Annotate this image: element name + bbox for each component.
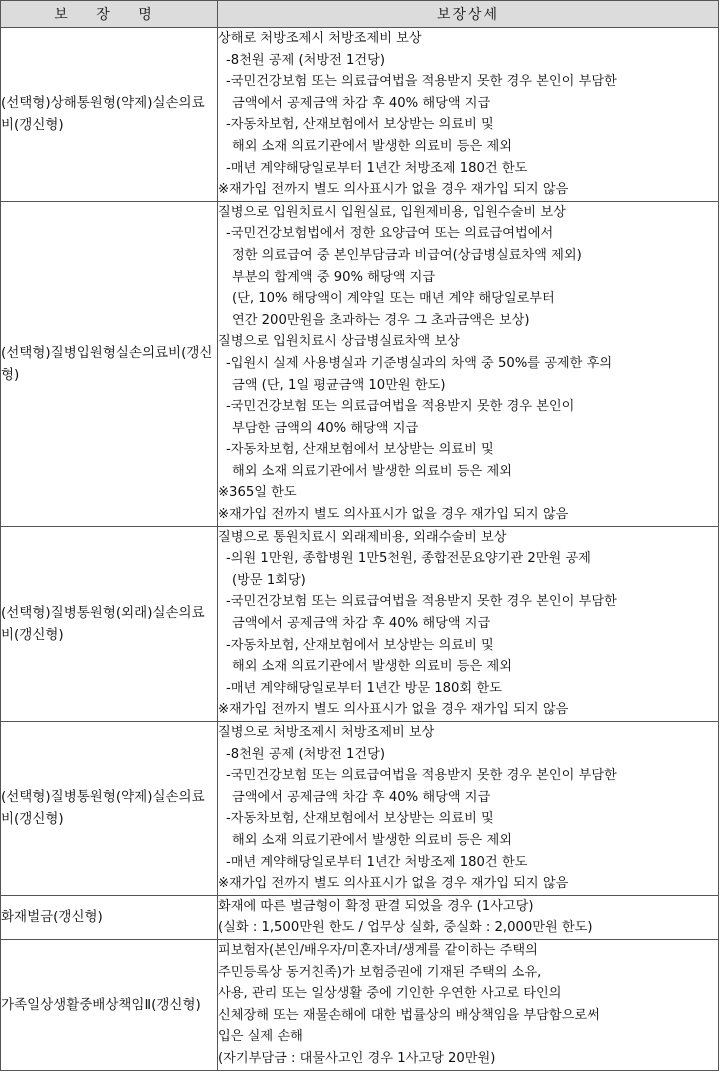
detail-line: 해외 소재 의료기관에서 발생한 의료비 등은 제외 <box>232 659 512 675</box>
detail-line: ※재가입 전까지 별도 의사표시가 없을 경우 재가입 되지 않음 <box>218 507 569 523</box>
table-body <box>1 28 719 1071</box>
table-row <box>1 939 719 1070</box>
detail-line: -국민건강보험 또는 의료급여법을 적용받지 못한 경우 본인이 부담한 <box>226 594 617 610</box>
detail-line: (방문 1회당) <box>232 572 306 588</box>
detail-line: 부담한 금액의 40% 해당액 지급 <box>232 420 419 436</box>
coverage-detail-header: 보장상세 <box>218 1 719 28</box>
coverage-detail <box>218 526 719 721</box>
detail-line: 질병으로 처방조제시 처방조제비 보상 <box>218 725 435 740</box>
detail-line: -자동차보험, 산재보험에서 보상받는 의료비 및 <box>226 117 494 133</box>
detail-line: ※365일 한도 <box>218 485 297 501</box>
detail-line: 정한 의료급여 중 본인부담금과 비급여(상급병실료차액 제외) <box>232 247 582 263</box>
table-row <box>1 526 719 721</box>
table-row <box>1 895 719 939</box>
table-row <box>1 28 719 202</box>
table-header-row <box>1 1 719 28</box>
detail-line: 질병으로 통원치료시 외래제비용, 외래수술비 보상 <box>218 529 507 545</box>
detail-line: 사용, 관리 또는 일상생활 중에 기인한 우연한 사고로 타인의 <box>218 986 562 1002</box>
coverage-name-header: 보 장 명 <box>1 1 218 28</box>
detail-line: -국민건강보험법에서 정한 요양급여 또는 의료급여법에서 <box>226 226 554 242</box>
table-row <box>1 201 719 526</box>
coverage-detail <box>218 939 719 1070</box>
detail-line: 입은 실제 손해 <box>218 1029 303 1045</box>
detail-line: -8천원 공제 (처방전 1건당) <box>226 746 386 762</box>
coverage-name: (선택형)질병통원형(외래)실손의료비(갱신형) <box>1 526 218 721</box>
detail-line: 금액 (단, 1일 평균금액 10만원 한도) <box>232 377 446 393</box>
detail-line: -국민건강보험 또는 의료급여법을 적용받지 못한 경우 본인이 부담한 <box>226 74 617 90</box>
detail-line: 질병으로 입원치료시 입원실료, 입원제비용, 입원수술비 보상 <box>218 204 566 220</box>
detail-line: -매년 계약해당일로부터 1년간 방문 180회 한도 <box>226 680 502 696</box>
coverage-detail <box>218 201 719 526</box>
detail-line: (실화 : 1,500만원 한도 / 업무상 실화, 중실화 : 2,000만원 한도) <box>218 920 593 936</box>
detail-line: 신체장해 또는 재물손해에 대한 법률상의 배상책임을 부담함으로써 <box>218 1007 600 1023</box>
coverage-name: 가족일상생활중배상책임Ⅱ(갱신형) <box>1 939 218 1070</box>
detail-line: -자동차보험, 산재보험에서 보상받는 의료비 및 <box>226 637 494 653</box>
coverage-detail <box>218 722 719 896</box>
coverage-name: 화재벌금(갱신형) <box>1 895 218 939</box>
detail-line: -자동차보험, 산재보험에서 보상받는 의료비 및 <box>226 811 494 827</box>
coverage-name: (선택형)질병입원형실손의료비(갱신형) <box>1 201 218 526</box>
detail-line: 화재에 따른 벌금형이 확정 판결 되었을 경우 (1사고당) <box>218 898 534 914</box>
detail-line: 해외 소재 의료기관에서 발생한 의료비 등은 제외 <box>232 832 512 848</box>
coverage-detail <box>218 28 719 202</box>
detail-line: -의원 1만원, 종합병원 1만5천원, 종합전문요양기관 2만원 공제 <box>226 551 591 567</box>
table-row <box>1 722 719 896</box>
detail-line: ※재가입 전까지 별도 의사표시가 없을 경우 재가입 되지 않음 <box>218 182 569 198</box>
detail-line: -매년 계약해당일로부터 1년간 처방조제 180건 한도 <box>226 160 528 176</box>
detail-line: ※재가입 전까지 별도 의사표시가 없을 경우 재가입 되지 않음 <box>218 876 569 892</box>
detail-line: ※재가입 전까지 별도 의사표시가 없을 경우 재가입 되지 않음 <box>218 702 569 718</box>
detail-line: -자동차보험, 산재보험에서 보상받는 의료비 및 <box>226 442 494 458</box>
detail-line: 금액에서 공제금액 차감 후 40% 해당액 지급 <box>232 95 491 111</box>
detail-line: 질병으로 입원치료시 상급병실료차액 보상 <box>218 334 460 350</box>
coverage-name: (선택형)질병통원형(약제)실손의료비(갱신형) <box>1 722 218 896</box>
detail-line: -입원시 실제 사용병실과 기준병실과의 차액 중 50%를 공제한 후의 <box>226 355 613 371</box>
detail-line: 부분의 합계액 중 90% 해당액 지급 <box>232 269 436 285</box>
detail-line: 해외 소재 의료기관에서 발생한 의료비 등은 제외 <box>232 463 512 479</box>
detail-line: 상해로 처방조제시 처방조제비 보상 <box>218 31 422 46</box>
detail-line: 주민등록상 동거친족)가 보험증권에 기재된 주택의 소유, <box>218 964 542 980</box>
detail-line: -국민건강보험 또는 의료급여법을 적용받지 못한 경우 본인이 부담한 <box>226 768 617 784</box>
detail-line: -국민건강보험 또는 의료급여법을 적용받지 못한 경우 본인이 <box>226 399 575 415</box>
detail-line: 해외 소재 의료기관에서 발생한 의료비 등은 제외 <box>232 138 512 154</box>
detail-line: 금액에서 공제금액 차감 후 40% 해당액 지급 <box>232 789 491 805</box>
detail-line: (자기부담금 : 대물사고인 경우 1사고당 20만원) <box>218 1050 496 1066</box>
detail-line: -매년 계약해당일로부터 1년간 처방조제 180건 한도 <box>226 854 528 870</box>
detail-line: -8천원 공제 (처방전 1건당) <box>226 52 386 68</box>
detail-line: 피보험자(본인/배우자/미혼자녀/생계를 같이하는 주택의 <box>218 942 538 958</box>
detail-line: (단, 10% 해당액이 계약일 또는 매년 계약 해당일로부터 <box>232 291 555 307</box>
coverage-detail <box>218 895 719 939</box>
detail-line: 연간 200만원을 초과하는 경우 그 초과금액은 보상) <box>232 312 530 328</box>
detail-line: 금액에서 공제금액 차감 후 40% 해당액 지급 <box>232 616 491 632</box>
coverage-name: (선택형)상해통원형(약제)실손의료비(갱신형) <box>1 28 218 202</box>
